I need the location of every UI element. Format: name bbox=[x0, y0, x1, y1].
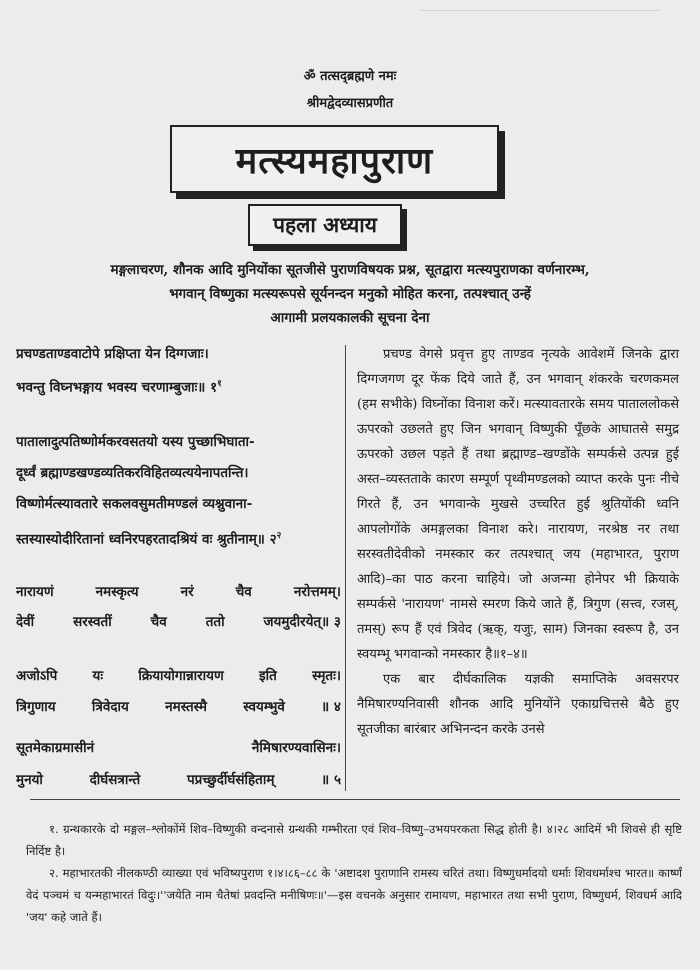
footnote: २. महाभारतकी नीलकण्ठी व्याख्या एवं भविष्यपुराण १।४।८६–८८ के 'अष्टादश पुराणानि रामस्य चरितं तथा। विष्णुधर्मादयो धर्माः शिवधर्माश्च भारत॥ कार्ष्णं वेदं पञ्चमं च यन्महाभारतं विदुः।''जयेति नाम चैतेषां प्रवदन्ति मनीषिणः॥'—इस वचनके अनुसार रामायण, महाभारत तथा सभी पुराण, विष्णुधर्म, शिवधर्म आदि 'जय' कहे जाते हैं। bbox=[26, 866, 682, 924]
translation-paragraph: प्रचण्ड वेगसे प्रवृत्त हुए ताण्डव नृत्यके आवेशमें जिनके द्वारा दिग्गजगण दूर फेंक दिये जाते हैं, उन भगवान् शंकरके चरणकमल (हम सभीके) विघ्नोंका विनाश करें। मत्स्यावतारके समय पाताललोकसे ऊपरको उछलते हुए जिन भगवान् विष्णुकी पूँछके आघातसे समुद्र ऊपरको उछल पड़ते हैं तथा ब्रह्माण्ड–खण्डोंके सम्पर्कसे उत्पन्न हुई अस्त–व्यस्तताके कारण सम्पूर्ण पृथ्वीमण्डलको व्याप्त करके पुनः नीचे गिरते हैं, उन भगवान्के मुखसे उच्चरित हुई श्रुतियोंकी ध्वनि आपलोगोंके अमङ्गलका विनाश करे। नारायण, नरश्रेष्ठ नर तथा सरस्वतीदेवीको नमस्कार कर तत्पश्चात् जय (महाभारत, पुराण आदि)–का पाठ करना चाहिये। जो अजन्मा होनेपर भी क्रियाके सम्पर्कसे 'नारायण' नामसे स्मरण किये जाते हैं, त्रिगुण (सत्त्व, रजस्, तमस्) रूप हैं एवं त्रिवेद (ऋक्, यजुः, साम) जिनका स्वरूप है, उन स्वयम्भू भगवान्को नमस्कार है॥१–४॥ bbox=[357, 347, 679, 662]
verse-line bbox=[16, 736, 341, 760]
chapter-heading: पहला अध्याय bbox=[273, 212, 377, 237]
verse-line bbox=[16, 610, 341, 634]
summary-line: आगामी प्रलयकालकी सूचना देना bbox=[270, 310, 430, 326]
verse-line bbox=[16, 524, 341, 548]
verse-word: नैमिषारण्यवासिनः। bbox=[251, 740, 341, 756]
verse-line: दूर्ध्वं ब्रह्माण्डखण्डव्यतिकरविहितव्यत्ययेनापतन्ति। bbox=[16, 465, 249, 481]
attribution: श्रीमद्वेदव्यासप्रणीत bbox=[306, 96, 394, 111]
verse-word: नरोत्तमम्। bbox=[293, 584, 341, 600]
translation-paragraph: एक बार दीर्घकालिक यज्ञकी समाप्तिके अवसरपर नैमिषारण्यनिवासी शौनक आदि मुनियोंने एकाग्रचित्तसे बैठे हुए सूतजीका बारंबार अभिनन्दन करके उनसे bbox=[357, 672, 679, 737]
bleed-through-line bbox=[420, 10, 660, 11]
hindi-translation bbox=[357, 342, 679, 742]
chapter-box bbox=[248, 204, 402, 246]
verse-line bbox=[16, 768, 341, 792]
verse-word: अजोऽपि bbox=[16, 668, 58, 684]
verse-word: मुनयो bbox=[16, 772, 43, 788]
verse-word: इति bbox=[259, 668, 277, 684]
footnote-marker: २ bbox=[276, 531, 282, 541]
verse-line bbox=[16, 664, 341, 688]
verse-word: ॥ ४ bbox=[321, 699, 341, 715]
verse-word: नमस्तस्मै bbox=[165, 699, 207, 715]
verse-word: त्रिगुणाय bbox=[16, 699, 56, 715]
verse-word: क्रियायोगान्नारायण bbox=[138, 668, 224, 684]
verse-word: नरं bbox=[180, 584, 194, 600]
verse-word: नमस्कृत्य bbox=[95, 584, 139, 600]
verse-line bbox=[16, 372, 341, 396]
verse-word: चैव bbox=[150, 614, 167, 630]
verse-word: सूतमेकाग्रमासीनं bbox=[16, 740, 95, 756]
verse-line-text: स्तस्यास्योदीरितानां ध्वनिरपहरतादश्रियं वः श्रुतीनाम्॥ २ bbox=[16, 531, 277, 548]
verse-word: पप्रच्छुर्दीर्घसंहिताम् bbox=[186, 772, 275, 788]
verse-word: ततो bbox=[205, 614, 225, 630]
verse-line-text: भवन्तु विघ्नभङ्गाय भवस्य चरणाम्बुजाः॥ १ bbox=[16, 379, 218, 396]
summary-line: मङ्गलाचरण, शौनक आदि मुनियोंका सूतजीसे पुराणविषयक प्रश्न, सूतद्वारा मत्स्यपुराणका वर्णनारम्भ, bbox=[110, 262, 590, 278]
footnote-divider bbox=[30, 799, 680, 800]
verse-word: सरस्वतीं bbox=[73, 614, 112, 630]
verse-word: ॥ ५ bbox=[321, 772, 341, 788]
page-title: मत्स्यमहापुराण bbox=[235, 139, 434, 182]
footnote: १. ग्रन्थकारके दो मङ्गल–श्लोकोंमें शिव–विष्णुकी वन्दनासे ग्रन्थकी गम्भीरता एवं शिव–विष्णु–उभयपरकता सिद्ध होती है। ४।२८ आदिमें भी शिवसे ही सृष्टि निर्दिष्ट है। bbox=[26, 822, 682, 858]
column-divider bbox=[345, 345, 346, 791]
title-box bbox=[170, 125, 499, 193]
footnote-marker: १ bbox=[217, 379, 222, 389]
verse-word: दीर्घसत्रान्ते bbox=[89, 772, 141, 788]
verse-line bbox=[16, 580, 341, 604]
verse-word: त्रिवेदाय bbox=[91, 699, 129, 715]
invocation: ॐ तत्सद्ब्रह्मणे नमः bbox=[303, 69, 397, 84]
verse-line: विष्णोर्मत्स्यावतारे सकलवसुमतीमण्डलं व्यश्नुवाना- bbox=[16, 496, 253, 512]
verse-line bbox=[16, 695, 341, 719]
verse-word: नारायणं bbox=[16, 584, 54, 600]
verse-word: चैव bbox=[235, 584, 252, 600]
footnotes bbox=[26, 818, 682, 928]
verse-line: प्रचण्डताण्डवाटोपे प्रक्षिप्ता येन दिग्गजाः। bbox=[16, 346, 209, 362]
chapter-summary bbox=[18, 258, 682, 330]
verse-word: यः bbox=[92, 668, 104, 684]
summary-line: भगवान् विष्णुका मत्स्यरूपसे सूर्यनन्दन मनुको मोहित करना, तत्पश्चात् उन्हें bbox=[169, 286, 531, 302]
verse-word: स्मृतः। bbox=[312, 668, 341, 684]
verse-word: देवीं bbox=[16, 614, 35, 630]
verse-line: पातालादुत्पतिष्णोर्मकरवसतयो यस्य पुच्छाभिघाता- bbox=[16, 434, 255, 450]
verse-word: जयमुदीरयेत्॥ ३ bbox=[263, 614, 341, 630]
verse-word: स्वयम्भुवे bbox=[243, 699, 285, 715]
